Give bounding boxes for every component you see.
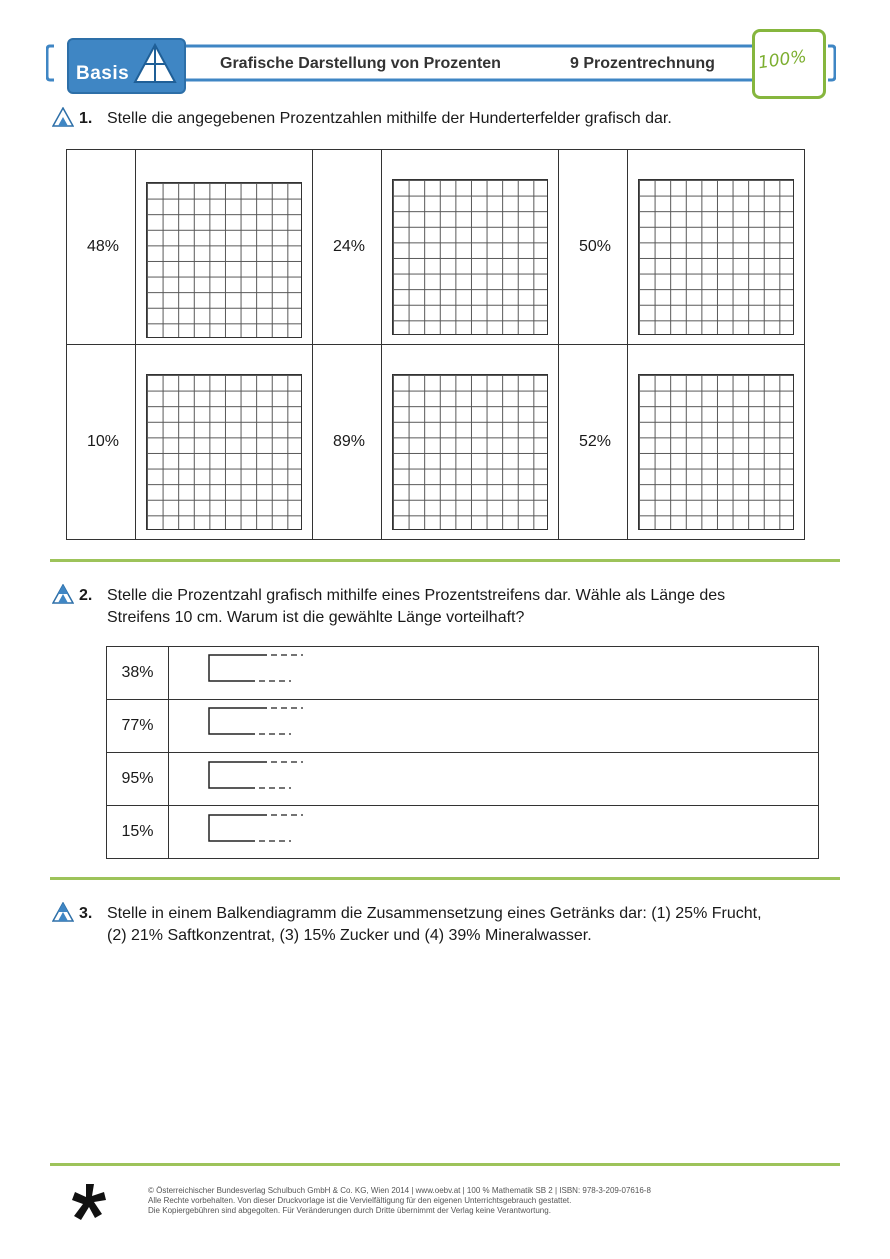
chapter-title: 9 Prozentrechnung	[570, 55, 715, 72]
task-text-line1: Stelle in einem Balkendiagramm die Zusammensetzung eines Getränks dar: (1) 25% Frucht,	[107, 905, 762, 922]
hundred-grid[interactable]	[638, 179, 794, 335]
percent-label: 95%	[121, 770, 154, 787]
hundred-grid[interactable]	[146, 182, 302, 338]
hundred-grid[interactable]	[638, 374, 794, 530]
difficulty-triangle-icon	[52, 107, 74, 127]
difficulty-triangle-icon	[52, 584, 74, 604]
hundred-grid-table	[66, 149, 805, 540]
task-text-line1: Stelle die Prozentzahl grafisch mithilfe eines Prozentstreifens dar. Wähle als Länge des	[107, 587, 726, 604]
task-number: 3.	[79, 905, 93, 922]
percent-label: 10%	[87, 433, 120, 450]
percent-label: 24%	[333, 238, 366, 255]
percent-label: 15%	[121, 823, 154, 840]
task-number: 2.	[79, 587, 93, 604]
percent-label: 89%	[333, 433, 366, 450]
hundred-grid[interactable]	[392, 179, 548, 335]
percent-label: 50%	[579, 238, 612, 255]
percent-label: 48%	[87, 238, 120, 255]
triangle-logo-icon	[133, 42, 178, 86]
footer-divider	[50, 1163, 840, 1166]
percent-label: 77%	[121, 717, 154, 734]
section-divider	[50, 559, 840, 562]
task-2	[79, 585, 839, 629]
task-3	[79, 903, 849, 947]
footer-copyright: © Österreichischer Bundesverlag Schulbuch GmbH & Co. KG, Wien 2014 | www.oebv.at | 100 % Mathematik SB 2 | ISBN: 978-3-209-07616-8 Alle Rechte vorbehalten. Von dieser Druckvorlage ist die Vervielfältigung für den eigenen Unterrichtsgebrauch gestattet. Die Kopiergebühren sind abgegolten. Für Veränderungen durch Dritte übernimmt der Verlag keine Verantwortung.	[148, 1186, 651, 1215]
percent-label: 38%	[121, 664, 154, 681]
page-title: Grafische Darstellung von Prozenten	[220, 55, 501, 72]
strip-start[interactable]	[205, 811, 315, 847]
hundred-grid[interactable]	[392, 374, 548, 530]
section-divider	[50, 877, 840, 880]
percent-badge-label: 100%	[756, 46, 808, 74]
percent-strip-table	[106, 646, 819, 859]
publisher-logo-icon	[70, 1180, 110, 1224]
difficulty-triangle-icon	[52, 902, 74, 922]
strip-start[interactable]	[205, 651, 315, 687]
strip-start[interactable]	[205, 758, 315, 794]
task-text: Stelle die angegebenen Prozentzahlen mithilfe der Hunderterfelder grafisch dar.	[107, 110, 672, 127]
hundred-grid[interactable]	[146, 374, 302, 530]
strip-start[interactable]	[205, 704, 315, 740]
task-text-line2: (2) 21% Saftkonzentrat, (3) 15% Zucker und (4) 39% Mineralwasser.	[107, 927, 592, 944]
percent-label: 52%	[579, 433, 612, 450]
task-number: 1.	[79, 110, 93, 127]
task-text-line2: Streifens 10 cm. Warum ist die gewählte Länge vorteilhaft?	[107, 609, 525, 626]
basis-label: Basis	[76, 63, 130, 84]
